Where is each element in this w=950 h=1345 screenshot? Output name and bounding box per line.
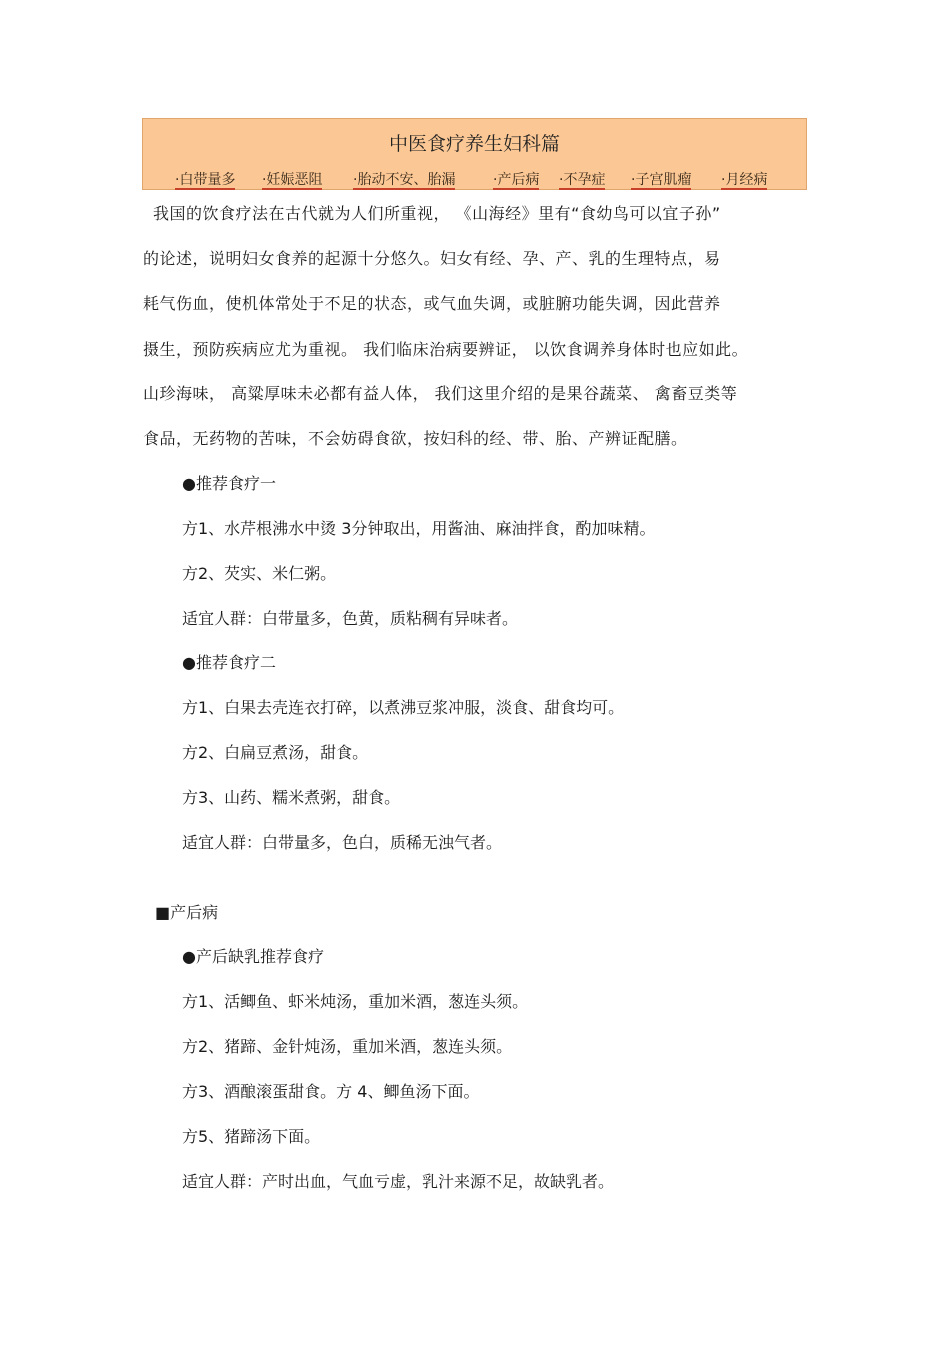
recipe-item: 方2、白扁豆煮汤，甜食。 — [182, 743, 369, 762]
section-heading: ●推荐食疗二 — [182, 653, 276, 672]
recipe-item: 方3、酒酿滚蛋甜食。方 4、鲫鱼汤下面。 — [182, 1082, 480, 1101]
recipe-item: 方2、猪蹄、金针炖汤，重加米酒，葱连头须。 — [182, 1037, 513, 1056]
header-banner — [142, 118, 807, 190]
page-title: 中医食疗养生妇科篇 — [388, 133, 560, 155]
nav-link-infertility[interactable]: ·不孕症 — [559, 172, 606, 188]
recipe-item: 方1、水芹根沸水中烫 3分钟取出，用酱油、麻油拌食，酌加味精。 — [182, 519, 656, 538]
recipe-item: 方5、猪蹄汤下面。 — [182, 1127, 321, 1146]
category-nav — [143, 119, 806, 189]
section-title: ■产后病 — [155, 903, 219, 922]
nav-link-leukorrhea[interactable]: ·白带量多 — [175, 172, 236, 188]
nav-link-threatened-miscarriage[interactable]: ·胎动不安、胎漏 — [353, 172, 456, 188]
intro-line: 食品，无药物的苦味，不会妨碍食欲，按妇科的经、带、胎、产辨证配膳。 — [143, 429, 688, 448]
intro-line: 摄生，预防疾病应尤为重视。 我们临床治病要辨证， 以饮食调养身体时也应如此。 — [143, 340, 749, 359]
nav-link-postpartum[interactable]: ·产后病 — [493, 172, 540, 188]
recipe-item: 方1、白果去壳连衣打碎，以煮沸豆浆冲服，淡食、甜食均可。 — [182, 698, 625, 717]
intro-line: 我国的饮食疗法在古代就为人们所重视， 《山海经》里有“食幼鸟可以宜子孙” — [153, 204, 721, 223]
suitable-group: 适宜人群：产时出血，气血亏虚，乳汁来源不足，故缺乳者。 — [182, 1172, 615, 1191]
recipe-item: 方3、山药、糯米煮粥，甜食。 — [182, 788, 401, 807]
nav-link-morning-sickness[interactable]: ·妊娠恶阻 — [262, 172, 323, 188]
intro-line: 山珍海味， 高粱厚味未必都有益人体， 我们这里介绍的是果谷蔬菜、 禽畜豆类等 — [143, 384, 738, 403]
section-heading: ●产后缺乳推荐食疗 — [182, 947, 324, 966]
nav-link-menstrual[interactable]: ·月经病 — [721, 172, 768, 188]
suitable-group: 适宜人群：白带量多，色黄，质粘稠有异味者。 — [182, 609, 519, 628]
nav-link-uterine-fibroid[interactable]: ·子宫肌瘤 — [631, 172, 692, 188]
suitable-group: 适宜人群：白带量多，色白，质稀无浊气者。 — [182, 833, 503, 852]
intro-line: 耗气伤血，使机体常处于不足的状态，或气血失调，或脏腑功能失调，因此营养 — [143, 294, 721, 313]
recipe-item: 方1、活鲫鱼、虾米炖汤，重加米酒，葱连头须。 — [182, 992, 529, 1011]
recipe-item: 方2、芡实、米仁粥。 — [182, 564, 337, 583]
section-heading: ●推荐食疗一 — [182, 474, 276, 493]
intro-line: 的论述，说明妇女食养的起源十分悠久。妇女有经、孕、产、乳的生理特点，易 — [143, 249, 721, 268]
